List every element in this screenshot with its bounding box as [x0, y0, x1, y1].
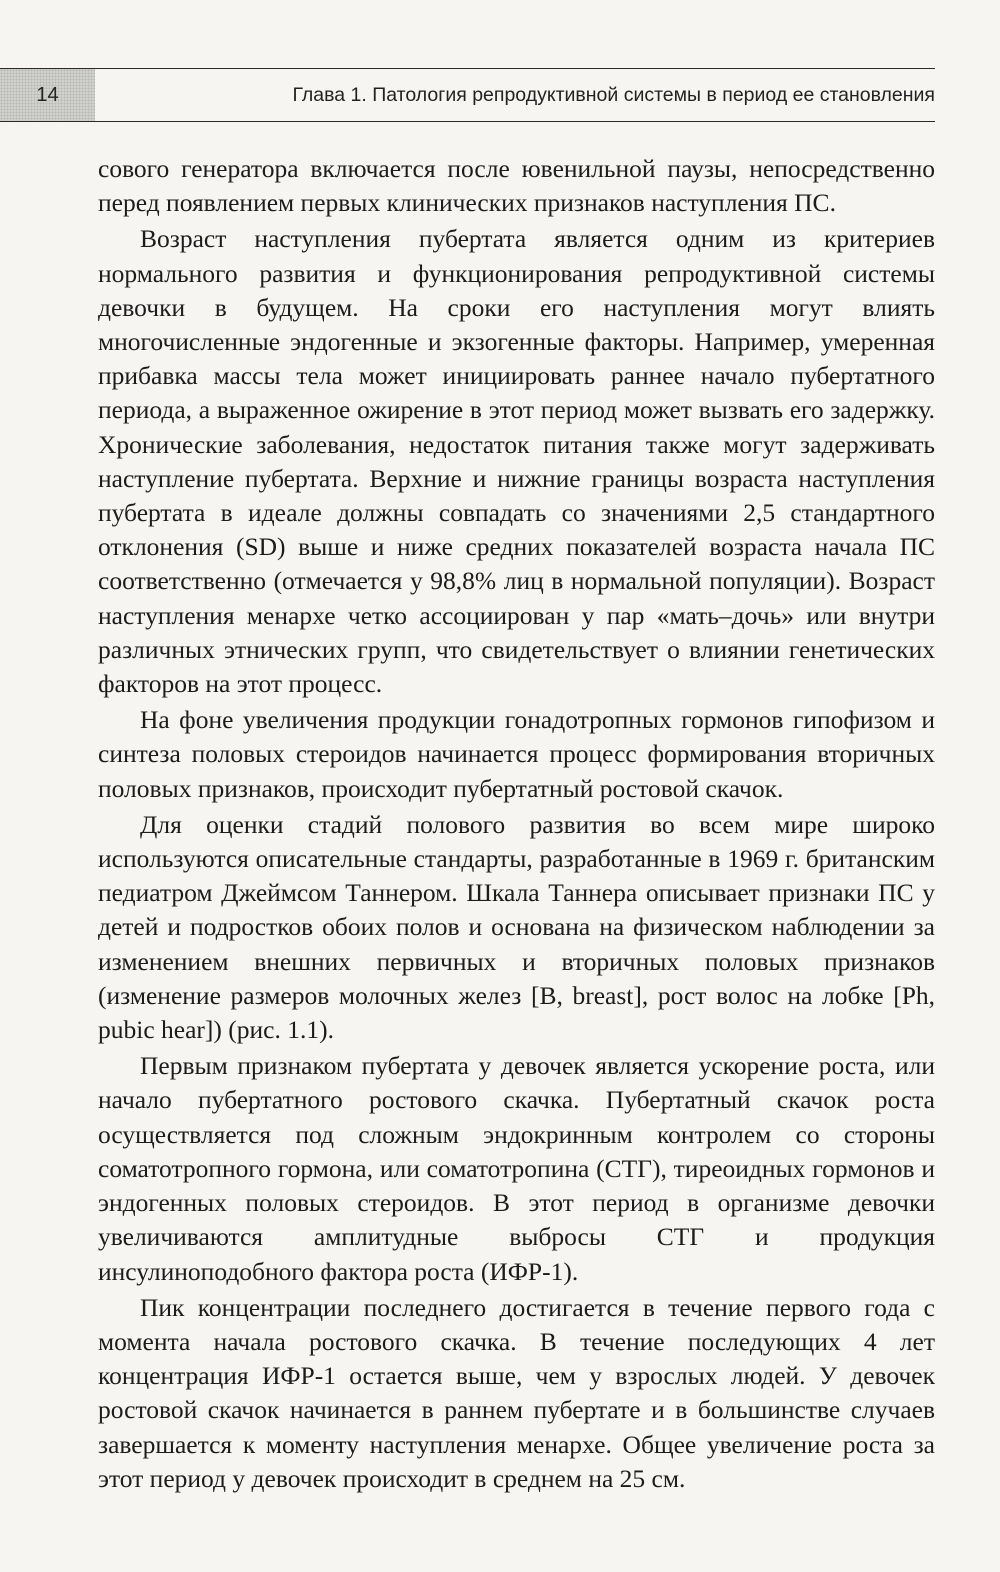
- paragraph: Пик концентрации последнего достигается в течение первого года с момента начала ростового скачка. В течение последующих 4 лет концентрация ИФР-1 остается выше, чем у взрослых людей. У девочек ростовой скачок начинается в раннем пубертате и в большинстве случаев завершается к моменту наступления менархе. Общее увеличение роста за этот период у девочек происходит в среднем на 25 см.: [98, 1292, 935, 1493]
- body-text: [98, 152, 935, 1498]
- paragraph: сового генератора включается после ювенильной паузы, непосредственно перед появлением первых клинических признаков наступления ПС.: [98, 154, 935, 218]
- running-head: Глава 1. Патология репродуктивной системы в период ее становления: [292, 84, 935, 106]
- paragraph: Для оценки стадий полового развития во всем мире широко используются описательные стандарты, разработанные в 1969 г. британским педиатром Джеймсом Таннером. Шкала Таннера описывает признаки ПС у детей и подростков обоих полов и основана на физическом наблюдении за изменением внешних первичных и вторичных половых признаков (изменение размеров молочных желез [B, breast], рост волос на лобке [Ph, pubic hear]) (рис. 1.1).: [98, 809, 935, 1045]
- paragraph: Возраст наступления пубертата является одним из критериев нормального развития и функционирования репродуктивной системы девочки в будущем. На сроки его наступления могут влиять многочисленные эндогенные и экзогенные факторы. Например, умеренная прибавка массы тела может инициировать раннее начало пубертатного периода, а выраженное ожирение в этот период может вызвать его задержку. Хронические заболевания, недостаток питания также могут задерживать наступление пубертата. Верхние и нижние границы возраста наступления пубертата в идеале должны совпадать со значениями 2,5 стандартного отклонения (SD) выше и ниже средних показателей возраста начала ПС соответственно (отмечается у 98,8% лиц в нормальной популяции). Возраст наступления менархе четко ассоциирован у пар «мать–дочь» или внутри различных этнических групп, что свидетельствует о влиянии генетических факторов на этот процесс.: [98, 224, 935, 699]
- page-header: [0, 68, 935, 122]
- page-number: 14: [0, 69, 95, 121]
- paragraph: Первым признаком пубертата у девочек является ускорение роста, или начало пубертатного ростового скачка. Пубертатный скачок роста осуществляется под сложным эндокринным контролем со стороны соматотропного гормона, или соматотропина (СТГ), тиреоидных гормонов и эндогенных половых стероидов. В этот период в организме девочки увеличиваются амплитудные выбросы СТГ и продукция инсулиноподобного фактора роста (ИФР-1).: [98, 1051, 935, 1286]
- paragraph: На фоне увеличения продукции гонадотропных гормонов гипофизом и синтеза половых стероидов начинается процесс формирования вторичных половых признаков, происходит пубертатный ростовой скачок.: [98, 705, 935, 803]
